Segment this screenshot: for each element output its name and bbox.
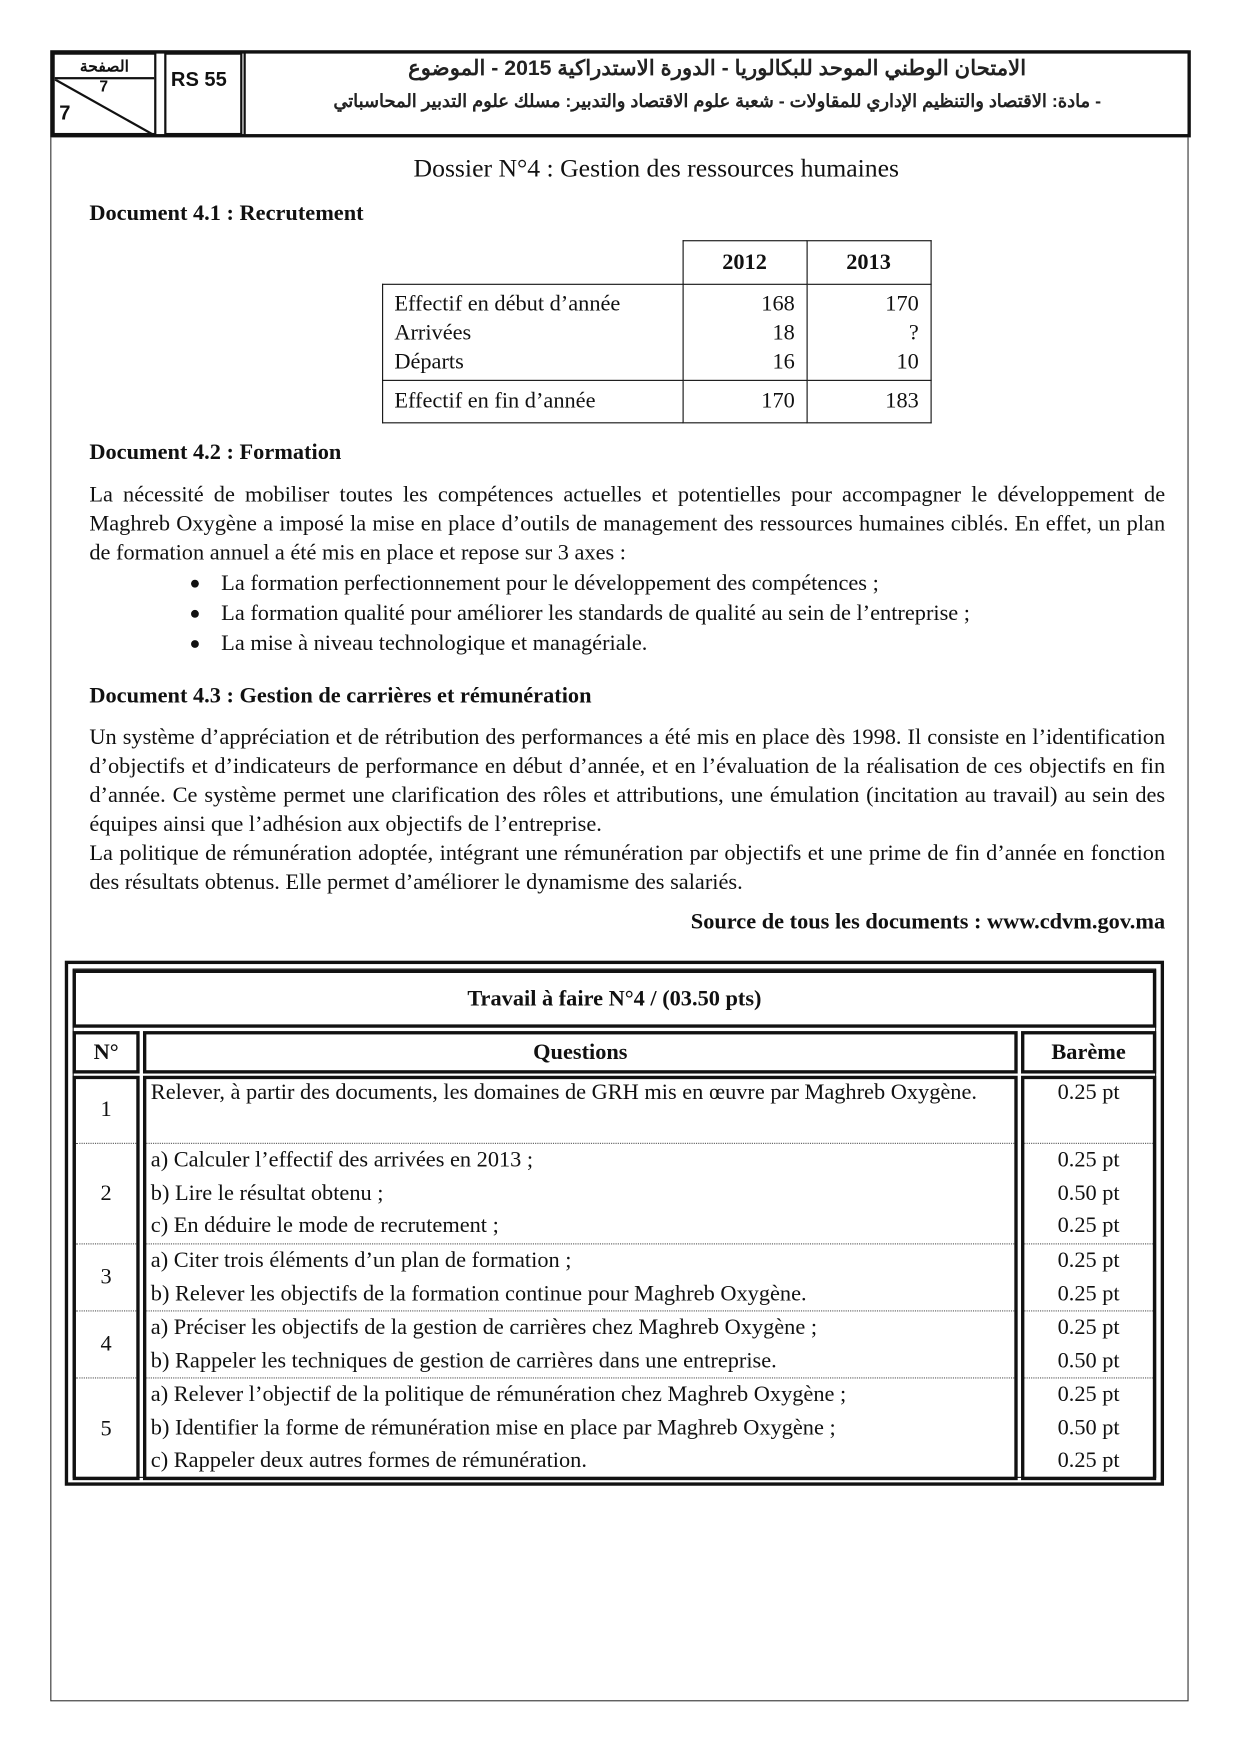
list-item: La formation perfectionnement pour le développement des compétences ;	[184, 569, 970, 599]
row-label: Arrivées	[394, 320, 472, 346]
question-text: a) Citer trois éléments d’un plan de formation ;	[150, 1247, 572, 1273]
question-number: 3	[100, 1263, 112, 1289]
points: 0.25 pt	[1057, 1381, 1120, 1407]
task-title: Travail à faire N°4 / (03.50 pts)	[73, 970, 1157, 1028]
question-number: 4	[100, 1331, 112, 1356]
bareme-values	[1021, 1077, 1156, 1110]
task-table	[65, 961, 1164, 1486]
doc41-heading: Document 4.1 : Recrutement	[89, 201, 364, 226]
doc42-heading: Document 4.2 : Formation	[89, 440, 342, 465]
total-label: Effectif en fin d’année	[383, 380, 683, 422]
total-2012: 170	[683, 380, 807, 422]
col-2013: 2013	[807, 241, 931, 285]
bareme-values	[1021, 1144, 1156, 1243]
page-current: 7	[99, 77, 109, 95]
cell-value: 168	[761, 291, 795, 317]
question-row	[151, 1379, 989, 1478]
points: 0.25 pt	[1057, 1147, 1120, 1172]
points: 0.25 pt	[1057, 1213, 1120, 1238]
question-number: 2	[100, 1180, 112, 1205]
list-item: La formation qualité pour améliorer les standards de qualité au sein de l’entreprise ;	[184, 599, 970, 629]
points: 0.50 pt	[1057, 1180, 1120, 1205]
cell-value: 16	[772, 349, 795, 375]
row-labels	[383, 284, 683, 380]
points: 0.50 pt	[1057, 1414, 1120, 1440]
points: 0.50 pt	[1057, 1347, 1120, 1373]
doc43-heading: Document 4.3 : Gestion de carrières et rémunération	[89, 683, 592, 709]
total-2013: 183	[807, 380, 931, 422]
question-text: Relever, à partir des documents, les domaines de GRH mis en œuvre par Maghreb Oxygène.	[150, 1080, 977, 1105]
question-text: a) Relever l’objectif de la politique de rémunération chez Maghreb Oxygène ;	[150, 1381, 847, 1407]
question-text: b) Rappeler les techniques de gestion de carrières dans une entreprise.	[150, 1347, 777, 1373]
page-total: 7	[59, 101, 71, 124]
doc43-paragraph-2: La politique de rémunération adoptée, intégrant une rémunération par objectifs et une prime de fin d’année en fonction des résultats obtenus. Elle permet d’améliorer le dynamisme des salariés.	[89, 841, 1166, 895]
question-text: a) Calculer l’effectif des arrivées en 2013 ;	[150, 1147, 534, 1172]
values-2013	[807, 284, 931, 380]
empty-header	[383, 241, 683, 285]
doc43-paragraph-1: Un système d’appréciation et de rétribution des performances a été mis en place dès 1998. Il consiste en l’identification d’objectifs et d’indicateurs de performance en début d’année, et en l’évaluation de la réalisation de ces objectifs en fin d’année. Ce système permet une clarification des rôles et attributions, une émulation (incitation au travail) au sein des équipes ainsi que l’adhésion aux objectifs de l’entreprise.	[89, 724, 1166, 837]
doc42-text: La nécessité de mobiliser toutes les compétences actuelles et potentielles pour accompagner le développement de Maghreb Oxygène a imposé la mise en place d’outils de management des ressources humaines ciblés. En effet, un plan de formation annuel a été mis en place et repose sur 3 axes :	[89, 482, 1166, 566]
bareme-values	[1021, 1379, 1156, 1478]
header-line-1: الامتحان الوطني الموحد للبكالوريا - الدورة الاستدراكية 2015 - الموضوع	[408, 56, 1027, 81]
row-label: Départs	[394, 349, 464, 375]
question-number: 5	[100, 1415, 112, 1441]
cell-value: ?	[908, 320, 919, 346]
bareme-values	[1021, 1311, 1156, 1377]
col-2012: 2012	[683, 241, 807, 285]
col-number: N°	[73, 1031, 140, 1073]
question-number: 1	[100, 1096, 112, 1122]
points: 0.25 pt	[1057, 1447, 1120, 1473]
question-text: b) Identifier la forme de rémunération mise en place par Maghreb Oxygène ;	[150, 1414, 836, 1440]
page-label: الصفحة	[55, 55, 154, 80]
page-title: Dossier N°4 : Gestion des ressources humaines	[413, 154, 900, 183]
question-row	[151, 1311, 989, 1377]
source-line: Source de tous les documents : www.cdvm.gov.ma	[690, 909, 1166, 934]
page-number-box	[53, 53, 157, 136]
question-text: b) Relever les objectifs de la formation continue pour Maghreb Oxygène.	[150, 1280, 807, 1306]
header-line-2: - مادة: الاقتصاد والتنظيم الإداري للمقاولات - شعبة علوم الاقتصاد والتدبير: مسلك علوم التدبير المحاسباتي	[333, 92, 1102, 112]
question-text: a) Préciser les objectifs de la gestion de carrières chez Maghreb Oxygène ;	[150, 1314, 818, 1340]
question-row	[151, 1244, 989, 1310]
exam-code: RS 55	[164, 53, 242, 136]
list-item: La mise à niveau technologique et managériale.	[184, 629, 970, 659]
training-axes-list	[184, 569, 970, 659]
question-text: c) Rappeler deux autres formes de rémunération.	[150, 1447, 587, 1473]
points: 0.25 pt	[1057, 1247, 1120, 1273]
cell-value: 170	[885, 291, 919, 317]
header-title	[244, 53, 1189, 136]
row-label: Effectif en début d’année	[394, 291, 621, 317]
question-text: b) Lire le résultat obtenu ;	[150, 1180, 384, 1205]
question-row	[151, 1144, 989, 1243]
cell-value: 10	[896, 349, 919, 375]
bareme-values	[1021, 1244, 1156, 1310]
recruitment-table	[382, 240, 931, 423]
question-row	[151, 1077, 989, 1110]
points: 0.25 pt	[1057, 1080, 1120, 1105]
cell-value: 18	[772, 320, 795, 346]
col-questions: Questions	[143, 1031, 1018, 1073]
col-bareme: Barème	[1021, 1031, 1156, 1073]
values-2012	[683, 284, 807, 380]
points: 0.25 pt	[1057, 1280, 1120, 1306]
points: 0.25 pt	[1057, 1314, 1120, 1340]
question-text: c) En déduire le mode de recrutement ;	[150, 1213, 499, 1238]
